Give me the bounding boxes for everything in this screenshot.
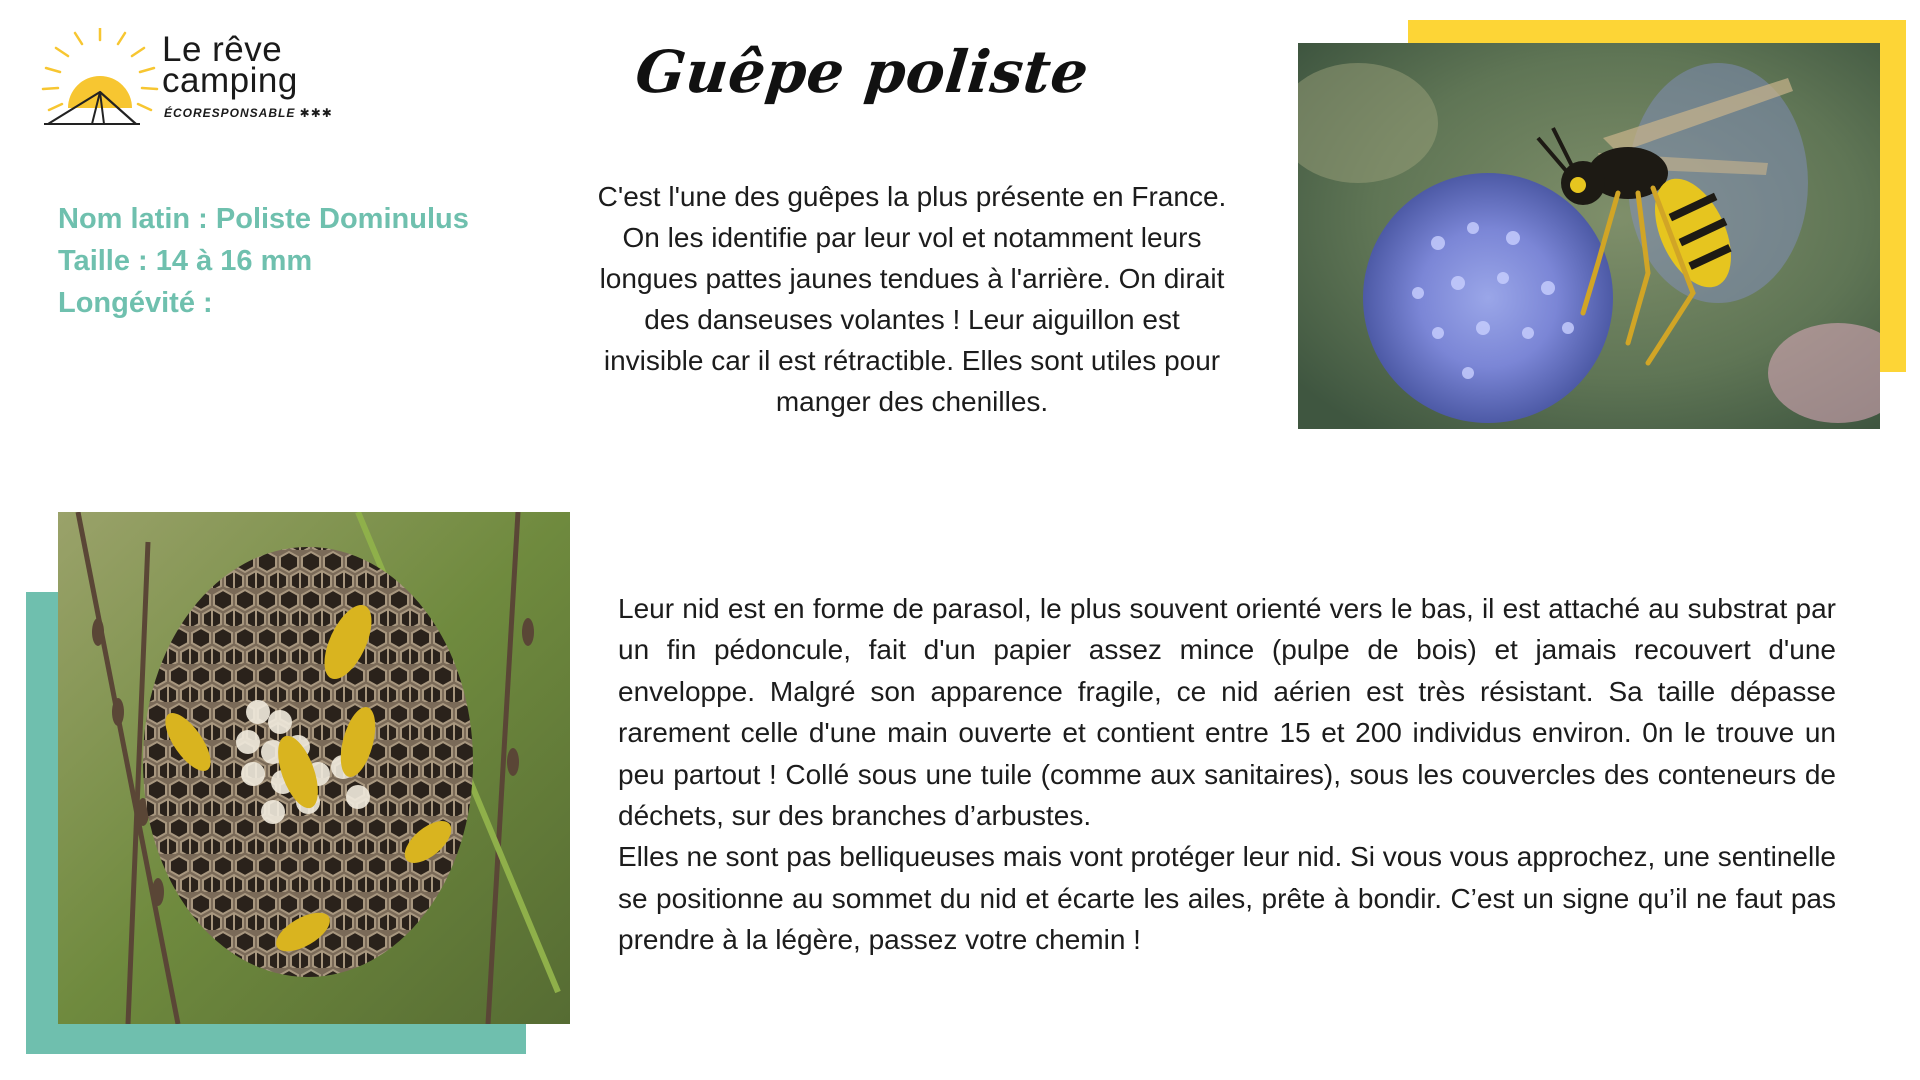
fact-longevity: Longévité : [58, 287, 213, 319]
behavior-paragraph: Elles ne sont pas belliqueuses mais vont protéger leur nid. Si vous vous approchez, une sentinelle se positionne au sommet du nid et écarte les ailes, prête à bondir. C’est un signe qu’il ne faut pas prendre à la légère, passez votre chemin ! [618, 841, 1836, 956]
intro-paragraph: C'est l'une des guêpes la plus présente en France. On les identifie par leur vol et notamment leurs longues pattes jaunes tendues à l'arrière. On dirait des danseuses volantes ! Leur aiguillon est invisible car il est rétractible. Elles sont utiles pour manger des chenilles. [597, 181, 1227, 417]
logo-tagline: ÉCORESPONSABLE ✱✱✱ [164, 106, 333, 120]
wasp-on-thistle-photo [1298, 43, 1880, 429]
logo-line-2: camping [162, 61, 298, 100]
facts-list [58, 198, 558, 324]
wasp-on-thistle-image [1298, 43, 1880, 429]
fact-size: Taille : 14 à 16 mm [58, 245, 313, 277]
wasp-nest-image [58, 512, 570, 1024]
logo-line-1: Le rêve [162, 30, 283, 69]
wasp-nest-photo [58, 512, 570, 1024]
sun-tent-icon [40, 28, 160, 138]
page-title: Guêpe poliste [632, 38, 1092, 106]
brand-logo [40, 28, 360, 138]
fact-latin-name: Nom latin : Poliste Dominulus [58, 203, 469, 235]
nest-paragraph: Leur nid est en forme de parasol, le plus souvent orienté vers le bas, il est attaché au substrat par un fin pédoncule, fait d'un papier assez mince (pulpe de bois) et jamais recouvert d'une enveloppe. Malgré son apparence fragile, ce nid aérien est très résistant. Sa taille dépasse rarement celle d'une main ouverte et contient entre 15 et 200 individus environ. 0n le trouve un peu partout ! Collé sous une tuile (comme aux sanitaires), sous les couvercles des conteneurs de déchets, sur des branches d’arbustes. [618, 593, 1836, 832]
nest-description [618, 588, 1836, 961]
